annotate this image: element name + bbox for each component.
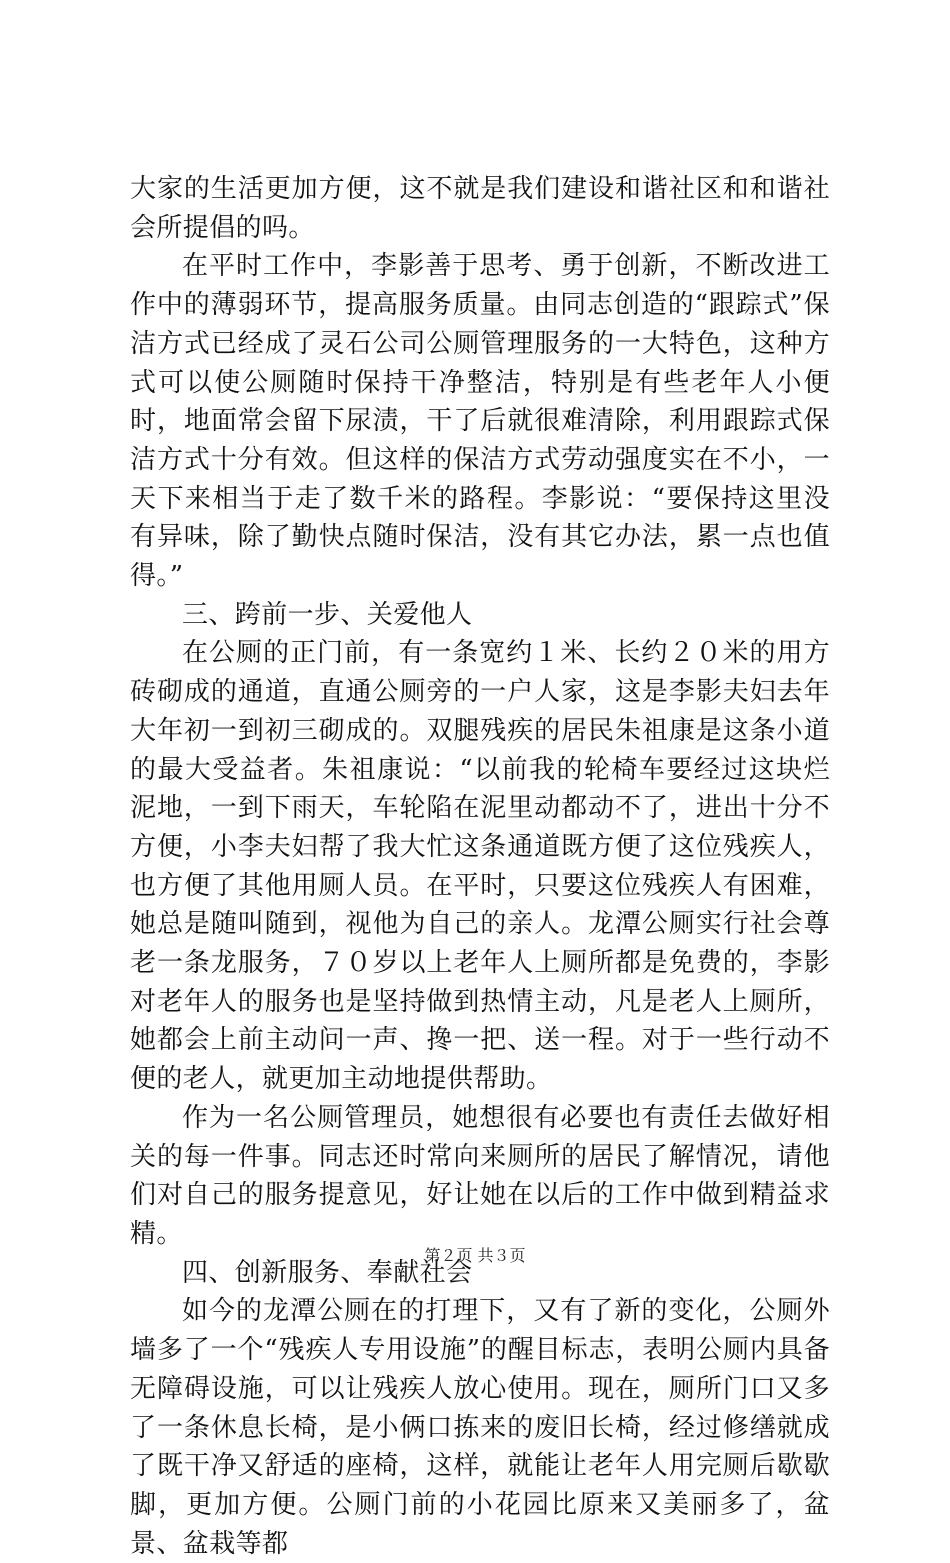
paragraph-new-changes: 如今的龙潭公厕在的打理下，又有了新的变化，公厕外墙多了一个“残疾人专用设施”的醒目标志，表明公厕内具备无障碍设施，可以让残疾人放心使用。现在，厕所门口又多了一条休息长椅，是小俩口拣来的废旧长椅，经过修缮就成了既干净又舒适的座椅，这样，就能让老年人用完厕后歇歇脚，更加方便。公厕门前的小花园比原来又美丽多了，盆景、盆栽等都	[130, 1296, 830, 1559]
paragraph-continuation: 大家的生活更加方便，这不就是我们建设和谐社区和和谐社会所提倡的吗。	[130, 174, 830, 243]
paragraph-caring: 在公厕的正门前，有一条宽约１米、长约２０米的用方砖砌成的通道，直通公厕旁的一户人家，这是李影夫妇去年大年初一到初三砌成的。双腿残疾的居民朱祖康是这条小道的最大受益者。朱祖康说：“以前我的轮椅车要经过这块烂泥地，一到下雨天，车轮陷在泥里动都动不了，进出十分不方便，小李夫妇帮了我大忙这条通道既方便了这位残疾人，也方便了其他用厕人员。在平时，只要这位残疾人有困难，她总是随叫随到，视他为自己的亲人。龙潭公厕实行社会尊老一条龙服务，７０岁以上老年人上厕所都是免费的，李影对老年人的服务也是坚持做到热情主动，凡是老人上厕所，她都会上前主动问一声、搀一把、送一程。对于一些行动不便的老人，就更加主动地提供帮助。	[130, 638, 830, 1095]
paragraph-responsibility: 作为一名公厕管理员，她想很有必要也有责任去做好相关的每一件事。同志还时常向来厕所的居民了解情况，请他们对自己的服务提意见，好让她在以后的工作中做到精益求精。	[130, 1102, 830, 1249]
paragraph-innovation: 在平时工作中，李影善于思考、勇于创新，不断改进工作中的薄弱环节，提高服务质量。由同志创造的“跟踪式”保洁方式已经成了灵石公司公厕管理服务的一大特色，这种方式可以使公厕随时保持干净整洁，特别是有些老年人小便时，地面常会留下尿渍，干了后就很难清除，利用跟踪式保洁方式十分有效。但这样的保洁方式劳动强度实在不小，一天下来相当于走了数千米的路程。李影说：“要保持这里没有异味，除了勤快点随时保洁，没有其它办法，累一点也值得。”	[130, 251, 830, 592]
section-heading-4: 四、创新服务、奉献社会	[182, 1257, 473, 1288]
page-footer: 第２页 共３页	[424, 1246, 526, 1265]
section-heading-3: 三、跨前一步、关爱他人	[182, 599, 473, 630]
document-body	[130, 170, 830, 1563]
